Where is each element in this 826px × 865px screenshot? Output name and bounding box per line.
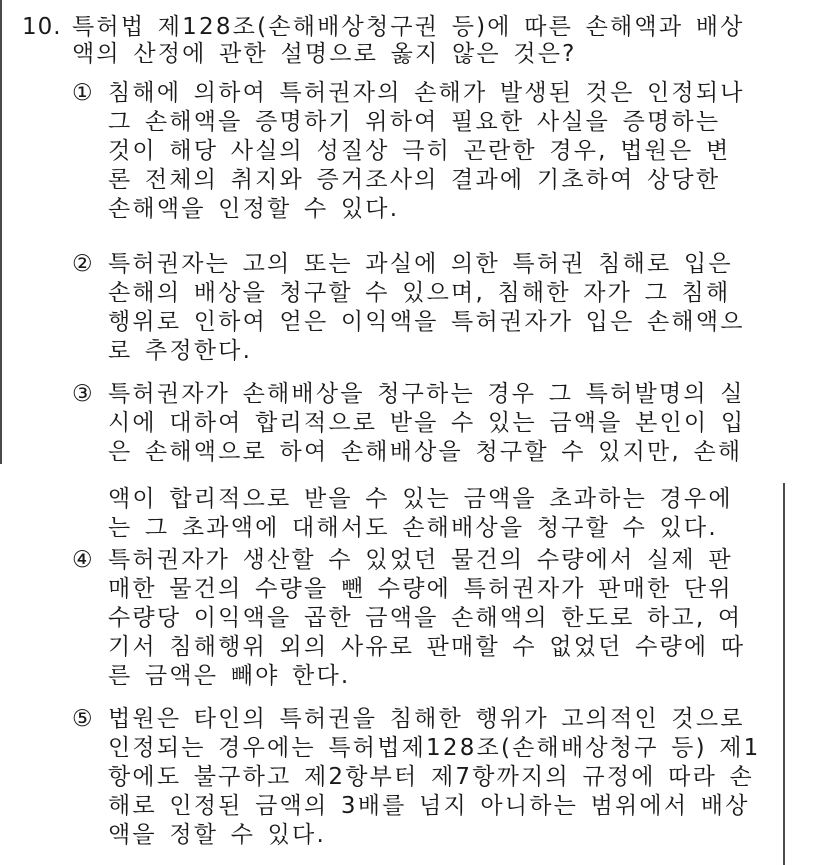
option-1-line-2: 그 손해액을 증명하기 위하여 필요한 사실을 증명하는: [108, 109, 721, 135]
option-1-line-3: 것이 해당 사실의 성질상 극히 곤란한 경우, 법원은 변: [108, 138, 731, 164]
option-5-line-4: 해로 인정된 금액의 3배를 넘지 아니하는 범위에서 배상: [108, 793, 750, 819]
option-4-line-2: 매한 물건의 수량을 뺀 수량에 특허권자가 판매한 단위: [108, 576, 733, 602]
option-3-continuation-line-1: 액이 합리적으로 받을 수 있는 금액을 초과하는 경우에: [108, 486, 733, 512]
option-3-line-2: 시에 대하여 합리적으로 받을 수 있는 금액을 본인이 입: [108, 410, 746, 436]
option-5-line-1: 법원은 타인의 특허권을 침해한 행위가 고의적인 것으로: [108, 706, 745, 732]
option-3-continuation-line-2: 는 그 초과액에 대해서도 손해배상을 청구할 수 있다.: [108, 515, 718, 541]
option-3-line-1: 특허권자가 손해배상을 청구하는 경우 그 특허발명의 실: [108, 381, 745, 407]
question-number: 10.: [22, 14, 62, 40]
option-4-line-1: 특허권자가 생산할 수 있었던 물건의 수량에서 실제 판: [108, 547, 733, 573]
option-2-line-1: 특허권자는 고의 또는 과실에 의한 특허권 침해로 입은: [108, 251, 733, 277]
question-text-line-1: 특허법 제128조(손해배상청구권 등)에 따른 손해액과 배상: [72, 14, 745, 40]
column-border-right: [783, 483, 785, 865]
option-4-marker: ④: [72, 547, 93, 573]
option-5-line-5: 액을 정할 수 있다.: [108, 822, 326, 848]
option-3-marker: ③: [72, 381, 93, 407]
option-2-line-3: 행위로 인하여 얻은 이익액을 특허권자가 입은 손해액으: [108, 309, 745, 335]
option-1-line-5: 손해액을 인정할 수 있다.: [108, 196, 400, 222]
option-4-line-4: 기서 침해행위 외의 사유로 판매할 수 없었던 수량에 따: [108, 634, 746, 660]
option-1-line-1: 침해에 의하여 특허권자의 손해가 발생된 것은 인정되나: [108, 80, 745, 106]
option-5-line-2: 인정되는 경우에는 특허법제128조(손해배상청구 등) 제1: [108, 735, 761, 761]
option-2-line-2: 손해의 배상을 청구할 수 있으며, 침해한 자가 그 침해: [108, 280, 731, 306]
option-2-marker: ②: [72, 251, 93, 277]
column-border-left: [0, 0, 2, 464]
option-1-marker: ①: [72, 80, 93, 106]
option-4-line-5: 른 금액은 빼야 한다.: [108, 663, 351, 689]
option-5-line-3: 항에도 불구하고 제2항부터 제7항까지의 규정에 따라 손: [108, 764, 754, 790]
option-1-line-4: 론 전체의 취지와 증거조사의 결과에 기초하여 상당한: [108, 167, 721, 193]
question-text-line-2: 액의 산정에 관한 설명으로 옳지 않은 것은?: [72, 41, 577, 67]
option-5-marker: ⑤: [72, 706, 93, 732]
option-4-line-3: 수량당 이익액을 곱한 금액을 손해액의 한도로 하고, 여: [108, 605, 743, 631]
option-2-line-4: 로 추정한다.: [108, 338, 253, 364]
option-3-line-3: 은 손해액으로 하여 손해배상을 청구할 수 있지만, 손해: [108, 439, 743, 465]
